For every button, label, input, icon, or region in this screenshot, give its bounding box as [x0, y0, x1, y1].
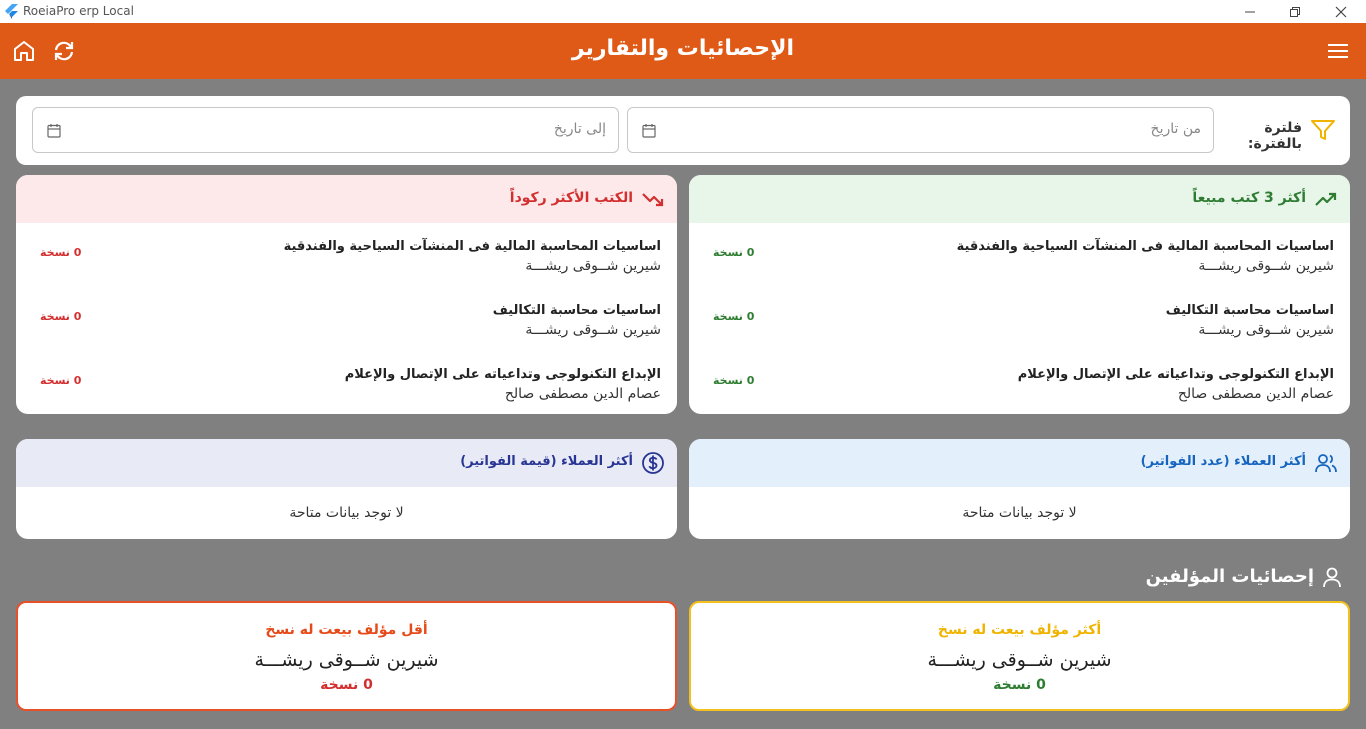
- book-count: 0 نسخة: [713, 246, 755, 259]
- refresh-icon: [52, 39, 76, 63]
- least-author-label: أقل مؤلف بيعت له نسخ: [265, 622, 428, 638]
- book-count: 0 نسخة: [713, 374, 755, 387]
- dollar-circle-icon: [641, 451, 665, 475]
- minimize-icon: [1245, 7, 1255, 17]
- top-customers-by-count-card: [689, 439, 1350, 539]
- window-title: RoeiaPro erp Local: [23, 4, 134, 18]
- authors-section-header: [1120, 563, 1350, 591]
- top-customers-by-value-card: [16, 439, 677, 539]
- list-item: [689, 367, 1350, 414]
- close-icon: [1335, 6, 1347, 18]
- from-date-field[interactable]: [627, 107, 1214, 153]
- book-author: شيرين شــوقى ريشـــة: [1198, 258, 1334, 274]
- person-icon: [1320, 565, 1344, 589]
- stagnant-books-card: [16, 175, 677, 414]
- book-author: عصام الدين مصطفى صالح: [504, 386, 661, 402]
- book-author: شيرين شــوقى ريشـــة: [525, 258, 661, 274]
- calendar-icon: [642, 123, 656, 138]
- filter-label: فلترة بالفترة:: [1247, 120, 1302, 152]
- list-item: [16, 367, 677, 414]
- restore-button[interactable]: [1272, 0, 1318, 23]
- card-header: [16, 175, 677, 223]
- card-header: [16, 439, 677, 487]
- book-author: عصام الدين مصطفى صالح: [1177, 386, 1334, 402]
- book-title: الإبداع التكنولوجى وتداعياته على الإتصال والإعلام: [344, 367, 661, 382]
- minimize-button[interactable]: [1227, 0, 1273, 23]
- trending-up-icon: [1314, 187, 1338, 211]
- card-title: الكتب الأكثر ركوداً: [509, 190, 633, 206]
- page-title: الإحصائيات والتقارير: [571, 36, 795, 61]
- list-item: [16, 303, 677, 353]
- book-title: اساسيات محاسبة التكاليف: [492, 303, 661, 318]
- window-titlebar: [0, 0, 1366, 23]
- to-date-field[interactable]: [32, 107, 619, 153]
- book-count: 0 نسخة: [40, 310, 82, 323]
- book-title: اساسيات المحاسبة المالية فى المنشآت السياحية والفندقية: [956, 239, 1334, 254]
- empty-state-text: لا توجد بيانات متاحة: [962, 505, 1077, 521]
- flutter-logo-icon: [4, 4, 18, 19]
- top-selling-books-card: [689, 175, 1350, 414]
- empty-state-text: لا توجد بيانات متاحة: [289, 505, 404, 521]
- card-header: [689, 439, 1350, 487]
- restore-icon: [1290, 7, 1300, 17]
- filter-icon: [1310, 118, 1336, 142]
- book-author: شيرين شــوقى ريشـــة: [525, 322, 661, 338]
- date-filter-card: [16, 96, 1350, 165]
- least-author-count: 0 نسخة: [320, 677, 373, 693]
- trending-down-icon: [641, 187, 665, 211]
- menu-icon: [1328, 43, 1348, 59]
- from-date-placeholder: من تاريخ: [1150, 121, 1201, 137]
- card-title: أكثر العملاء (قيمة الفواتير): [460, 454, 633, 469]
- book-count: 0 نسخة: [40, 374, 82, 387]
- book-title: الإبداع التكنولوجى وتداعياته على الإتصال والإعلام: [1017, 367, 1334, 382]
- section-title: إحصائيات المؤلفين: [1145, 566, 1314, 587]
- refresh-button[interactable]: [52, 39, 76, 63]
- best-author-name: شيرين شــوقى ريشـــة: [927, 649, 1112, 671]
- book-title: اساسيات المحاسبة المالية فى المنشآت السياحية والفندقية: [283, 239, 661, 254]
- book-count: 0 نسخة: [40, 246, 82, 259]
- users-icon: [1314, 451, 1338, 475]
- to-date-placeholder: إلى تاريخ: [553, 121, 606, 137]
- card-title: أكثر العملاء (عدد الفواتير): [1140, 454, 1306, 469]
- menu-button[interactable]: [1326, 39, 1350, 63]
- least-author-name: شيرين شــوقى ريشـــة: [254, 649, 439, 671]
- best-author-label: أكثر مؤلف بيعت له نسخ: [937, 622, 1102, 638]
- book-author: شيرين شــوقى ريشـــة: [1198, 322, 1334, 338]
- list-item: [16, 239, 677, 289]
- best-author-count: 0 نسخة: [993, 677, 1046, 693]
- list-item: [689, 303, 1350, 353]
- app-bar: [0, 23, 1366, 79]
- calendar-icon: [47, 123, 61, 138]
- home-icon: [12, 39, 36, 63]
- close-button[interactable]: [1318, 0, 1364, 23]
- list-item: [689, 239, 1350, 289]
- book-count: 0 نسخة: [713, 310, 755, 323]
- card-header: [689, 175, 1350, 223]
- card-title: أكثر 3 كتب مبيعاً: [1192, 190, 1306, 206]
- home-button[interactable]: [12, 39, 36, 63]
- least-author-card: [16, 601, 677, 711]
- book-title: اساسيات محاسبة التكاليف: [1165, 303, 1334, 318]
- best-author-card: [689, 601, 1350, 711]
